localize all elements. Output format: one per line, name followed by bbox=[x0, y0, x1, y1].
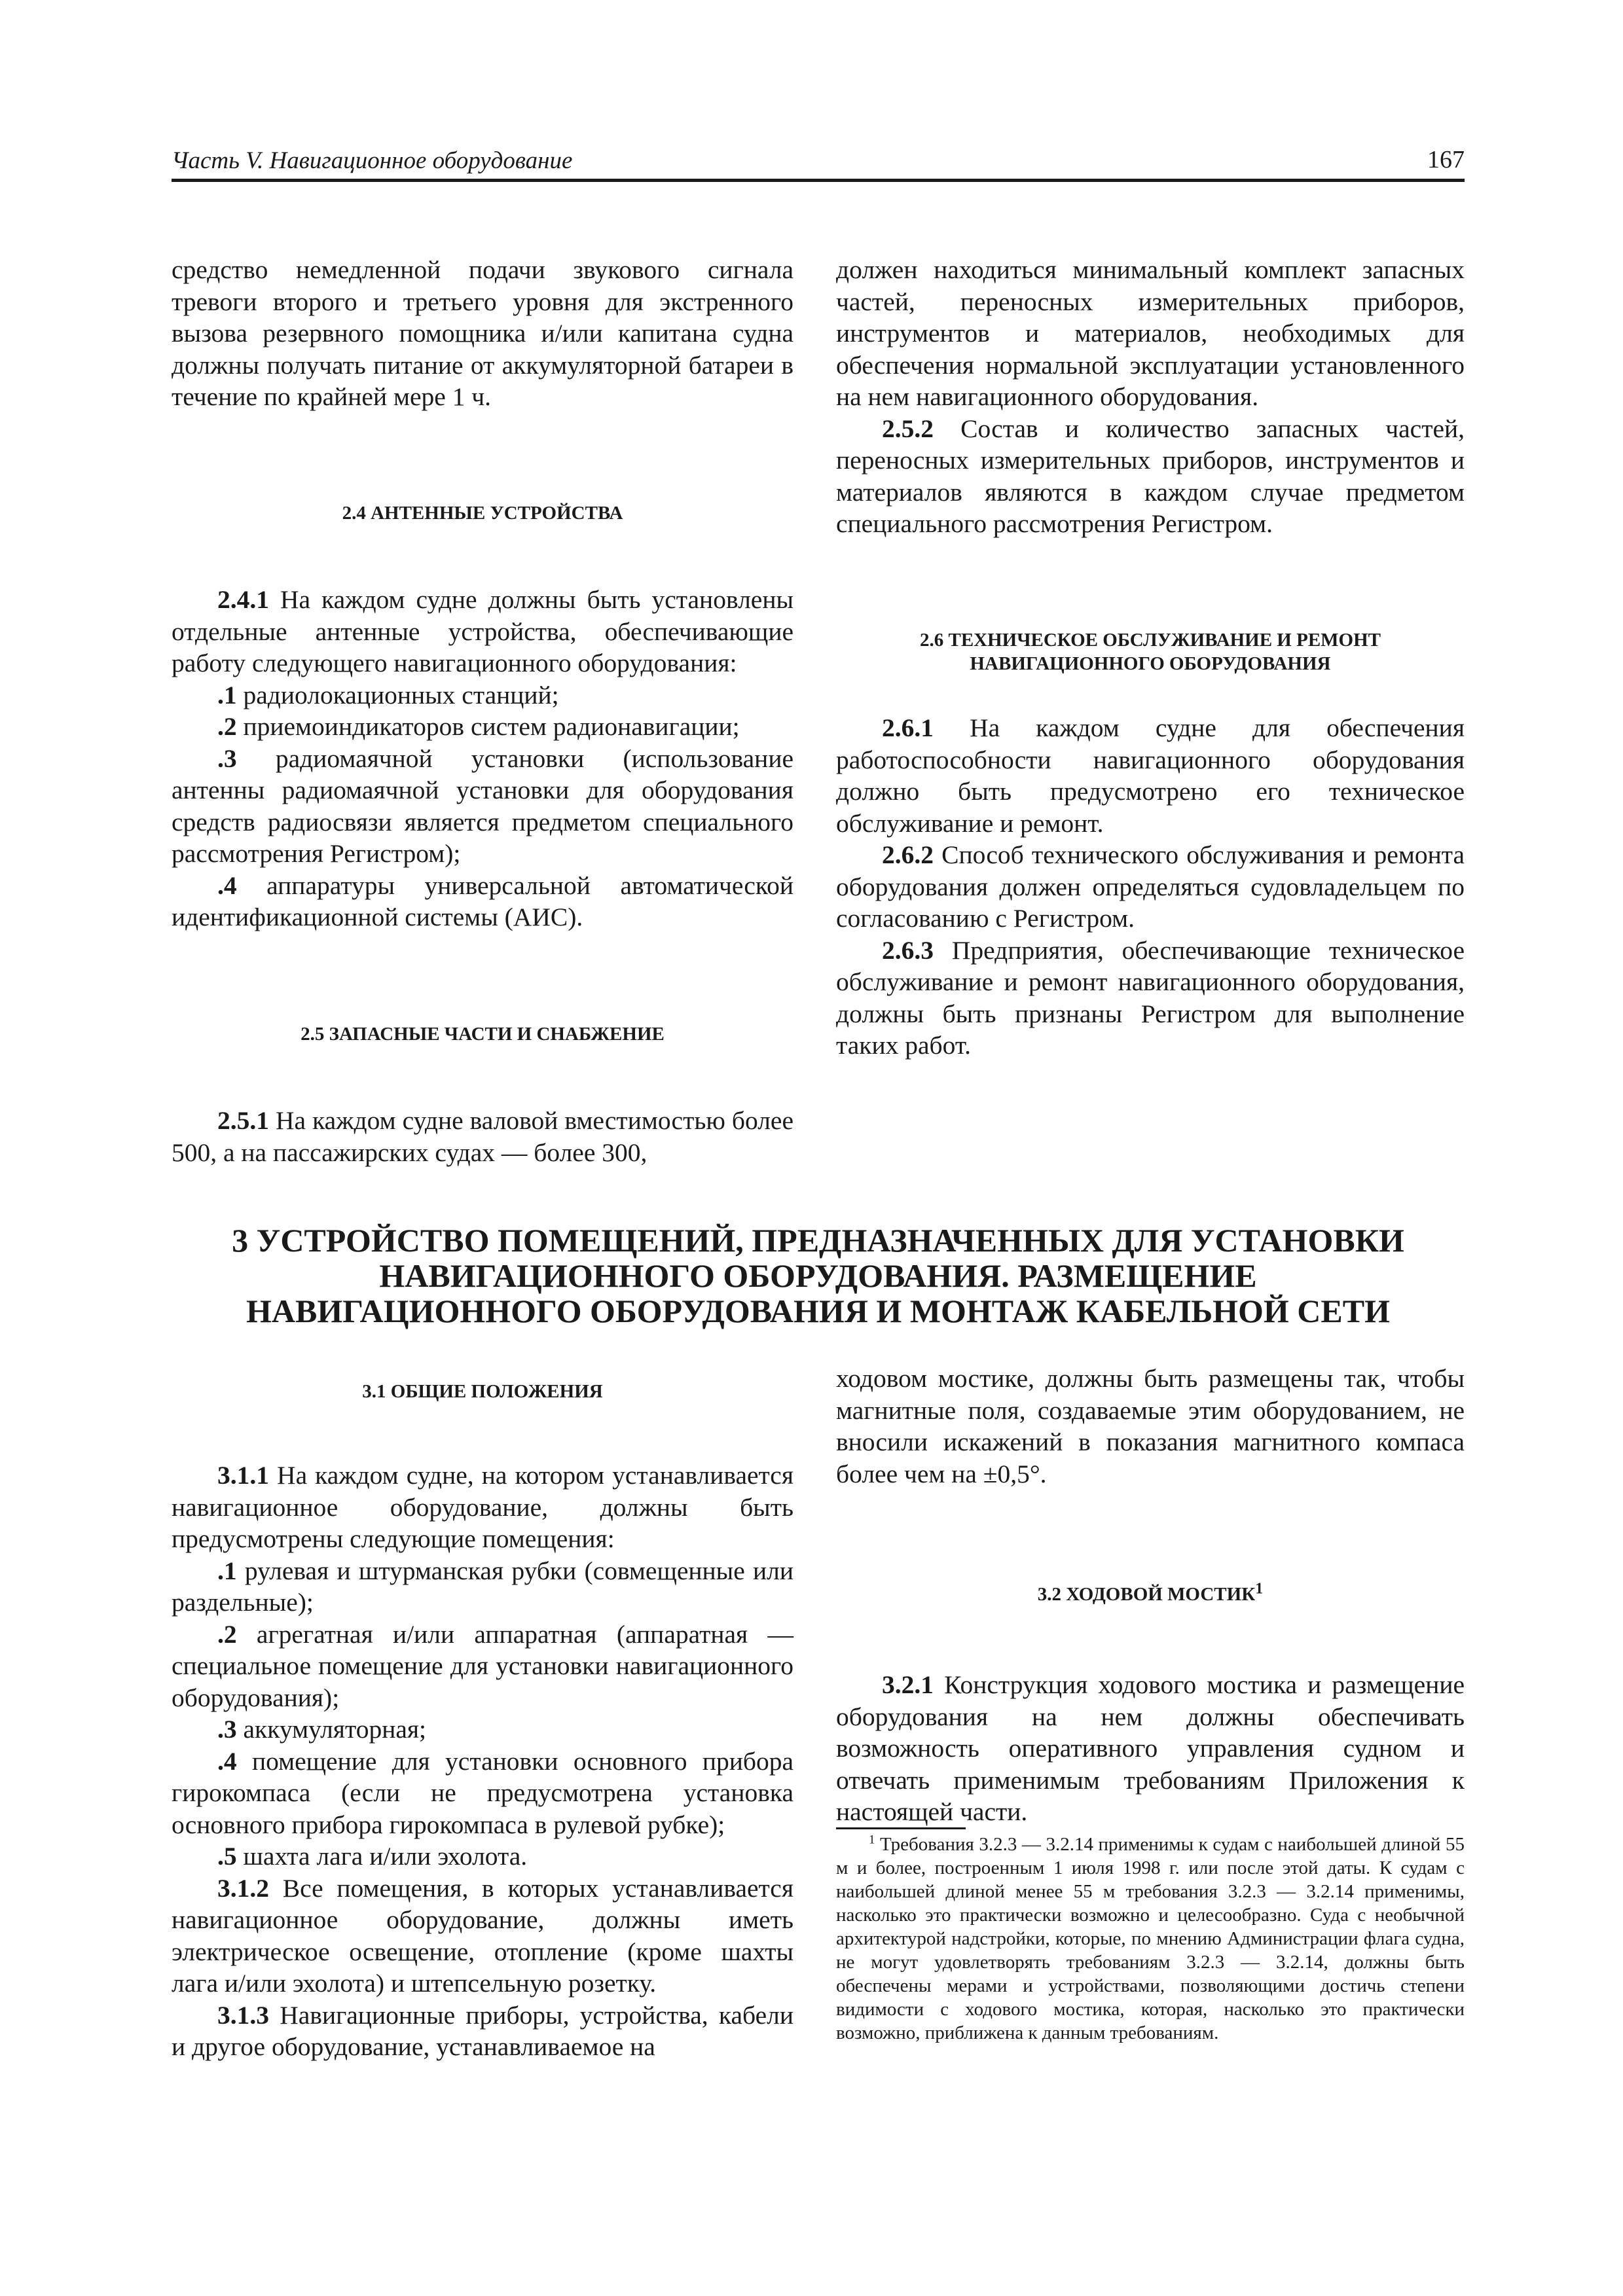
list-item bbox=[172, 1619, 793, 1714]
list-item bbox=[172, 1746, 793, 1841]
section-2-5-heading: 2.5 ЗАПАСНЫЕ ЧАСТИ И СНАБЖЕНИЕ bbox=[301, 1024, 665, 1045]
section-3-2-body bbox=[836, 1669, 1465, 1828]
section-3-1-heading: 3.1 ОБЩИЕ ПОЛОЖЕНИЯ bbox=[362, 1381, 603, 1402]
paragraph-3-1-1 bbox=[172, 1460, 793, 1555]
clause-text: Все помещения, в которых устанавливается навигационное оборудование, должны иметь электрическое освещение, отопление (кроме шахты лага и/или эхолота) и штепсельную розетку. bbox=[172, 1873, 793, 1998]
clause-number: 3.1.2 bbox=[217, 1873, 269, 1903]
clause-text: На каждом судне, на котором устанавливается навигационное оборудование, должны быть предусмотрены следующие помещения: bbox=[172, 1461, 793, 1553]
list-item bbox=[172, 870, 793, 933]
paragraph-2-6-1 bbox=[836, 712, 1465, 839]
clause-number: 2.5.2 bbox=[882, 414, 934, 443]
item-number: .5 bbox=[217, 1842, 237, 1871]
paragraph-3-1-2 bbox=[172, 1873, 793, 2000]
right-column-top bbox=[836, 254, 1465, 540]
item-number: .2 bbox=[217, 1619, 237, 1649]
clause-number: 2.6.2 bbox=[882, 840, 934, 869]
section-2-6-body bbox=[836, 712, 1465, 1062]
list-item bbox=[172, 1555, 793, 1619]
chapter-title-line: НАВИГАЦИОННОГО ОБОРУДОВАНИЯ И МОНТАЖ КАБЕЛЬНОЙ СЕТИ bbox=[246, 1293, 1391, 1329]
item-text: аппаратуры универсальной автоматической идентификационной системы (АИС). bbox=[172, 870, 793, 931]
paragraph-continuation: должен находиться минимальный комплект запасных частей, переносных измерительных приборов, инструментов и материалов, необходимых для обеспечения нормальной эксплуатации установленного на нем навигационного оборудования. bbox=[836, 255, 1465, 411]
item-number: .3 bbox=[217, 1715, 237, 1744]
heading-text: 3.2 ХОДОВОЙ МОСТИК bbox=[1037, 1584, 1256, 1605]
list-item bbox=[172, 679, 793, 711]
clause-number: 3.1.1 bbox=[217, 1461, 269, 1490]
footnote bbox=[836, 1833, 1465, 2045]
item-text: агрегатная и/или аппаратная (аппаратная — специальное помещение для установки навигационного оборудования); bbox=[172, 1619, 793, 1712]
paragraph-2-6-2 bbox=[836, 839, 1465, 935]
clause-number: 2.6.1 bbox=[882, 713, 934, 742]
paragraph-continuation: ходовом мостике, должны быть размещены так, чтобы магнитные поля, создаваемые этим оборудованием, не вносили искажений в показания магнитного компаса более чем на ±0,5°. bbox=[836, 1364, 1465, 1488]
clause-text: Навигационные приборы, устройства, кабели и другое оборудование, устанавливаемое на bbox=[172, 2000, 793, 2061]
item-text: рулевая и штурманская рубки (совмещенные или раздельные); bbox=[172, 1556, 793, 1617]
item-number: .3 bbox=[217, 744, 237, 773]
header-rule bbox=[172, 179, 1465, 182]
paragraph-2-5-2 bbox=[836, 413, 1465, 540]
clause-number: 3.1.3 bbox=[217, 2000, 269, 2030]
paragraph-2-6-3 bbox=[836, 935, 1465, 1062]
right-column-bottom bbox=[836, 1363, 1465, 1490]
paragraph-2-5-1 bbox=[172, 1105, 793, 1168]
clause-text: Состав и количество запасных частей, переносных измерительных приборов, инструментов и материалов являются в каждом случае предметом специального рассмотрения Регистром. bbox=[836, 414, 1465, 538]
list-item bbox=[172, 743, 793, 870]
item-text: радиолокационных станций; bbox=[236, 680, 559, 709]
clause-text: Конструкция ходового мостика и размещение оборудования на нем должны обеспечивать возможность оперативного управления судном и отвечать применимым требованиям Приложения к настоящей части. bbox=[836, 1670, 1465, 1826]
list-item bbox=[172, 711, 793, 743]
paragraph-2-4-1 bbox=[172, 584, 793, 679]
list-item bbox=[172, 1840, 793, 1873]
section-2-4-heading: 2.4 АНТЕННЫЕ УСТРОЙСТВА bbox=[342, 503, 623, 524]
list-item bbox=[172, 1713, 793, 1746]
footnote-mark: 1 bbox=[869, 1833, 875, 1847]
page-number: 167 bbox=[1427, 146, 1465, 173]
item-text: помещение для установки основного прибора гирокомпаса (если не предусмотрена установка основного прибора гирокомпаса в рулевой рубке); bbox=[172, 1746, 793, 1839]
item-number: .2 bbox=[217, 712, 237, 741]
clause-number: 2.5.1 bbox=[217, 1106, 269, 1135]
item-number: .1 bbox=[217, 1556, 237, 1585]
item-number: .4 bbox=[217, 870, 237, 900]
chapter-title-line: 3 УСТРОЙСТВО ПОМЕЩЕНИЙ, ПРЕДНАЗНАЧЕННЫХ ДЛЯ УСТАНОВКИ bbox=[232, 1222, 1404, 1259]
section-2-4-body bbox=[172, 584, 793, 933]
heading-line: НАВИГАЦИОННОГО ОБОРУДОВАНИЯ bbox=[970, 653, 1331, 674]
item-text: аккумуляторная; bbox=[236, 1715, 427, 1744]
clause-number: 3.2.1 bbox=[882, 1670, 934, 1699]
clause-text: На каждом судне для обеспечения работоспособности навигационного оборудования должно быть предусмотрено его техническое обслуживание и ремонт. bbox=[836, 713, 1465, 838]
clause-text: Предприятия, обеспечивающие техническое обслуживание и ремонт навигационного оборудования, должны быть признаны Регистром для выполнение таких работ. bbox=[836, 935, 1465, 1060]
section-3-1-body bbox=[172, 1460, 793, 2063]
footnote-reference: 1 bbox=[1255, 1580, 1264, 1598]
clause-text: Способ технического обслуживания и ремонта оборудования должен определяться судовладельцем по согласованию с Регистром. bbox=[836, 840, 1465, 933]
paragraph-3-1-3 bbox=[172, 2000, 793, 2063]
clause-number: 2.4.1 bbox=[217, 585, 269, 614]
left-column-top bbox=[172, 254, 793, 413]
heading-line: 2.6 ТЕХНИЧЕСКОЕ ОБСЛУЖИВАНИЕ И РЕМОНТ bbox=[919, 630, 1381, 651]
item-text: радиомаячной установки (использование антенны радиомаячной установки для оборудования средств радиосвязи является предметом специального рассмотрения Регистром); bbox=[172, 744, 793, 868]
clause-text: На каждом судне должны быть установлены отдельные антенные устройства, обеспечивающие работу следующего навигационного оборудования: bbox=[172, 585, 793, 677]
running-header bbox=[172, 143, 1465, 177]
paragraph-continuation: средство немедленной подачи звукового сигнала тревоги второго и третьего уровня для экстренного вызова резервного помощника и/или капитана судна должны получать питание от аккумуляторной батареи в течение по крайней мере 1 ч. bbox=[172, 255, 793, 411]
item-number: .1 bbox=[217, 680, 237, 709]
item-number: .4 bbox=[217, 1746, 237, 1776]
paragraph-3-2-1 bbox=[836, 1669, 1465, 1828]
footnote-separator bbox=[836, 1827, 966, 1829]
section-2-5-body bbox=[172, 1105, 793, 1168]
section-3-2-heading bbox=[836, 1580, 1465, 1606]
header-title: Часть V. Навигационное оборудование bbox=[172, 147, 573, 174]
chapter-3-title bbox=[172, 1223, 1465, 1329]
item-text: приемоиндикаторов систем радионавигации; bbox=[236, 712, 740, 741]
section-2-6-heading bbox=[836, 628, 1465, 675]
footnote-text: Требования 3.2.3 — 3.2.14 применимы к судам с наибольшей длиной 55 м и более, построенным 1 июля 1998 г. или после этой даты. К судам с наибольшей длиной менее 55 м требования 3.2.3 — 3.2.14 применимы, насколько это практически возможно и целесообразно. Суда с необычной архитектурой надстройки, которые, по мнению Администрации флага судна, не могут удовлетворять требованиям 3.2.3 — 3.2.14, должны быть обеспечены мерами и устройствами, позволяющими достичь степени видимости с ходового мостика, которая, насколько это практически возможно, приближена к данным требованиям. bbox=[836, 1834, 1465, 2043]
item-text: шахта лага и/или эхолота. bbox=[236, 1842, 528, 1871]
clause-text: На каждом судне валовой вместимостью более 500, а на пассажирских судах — более 300, bbox=[172, 1106, 793, 1167]
clause-number: 2.6.3 bbox=[882, 935, 934, 965]
chapter-title-line: НАВИГАЦИОННОГО ОБОРУДОВАНИЯ. РАЗМЕЩЕНИЕ bbox=[379, 1257, 1257, 1294]
